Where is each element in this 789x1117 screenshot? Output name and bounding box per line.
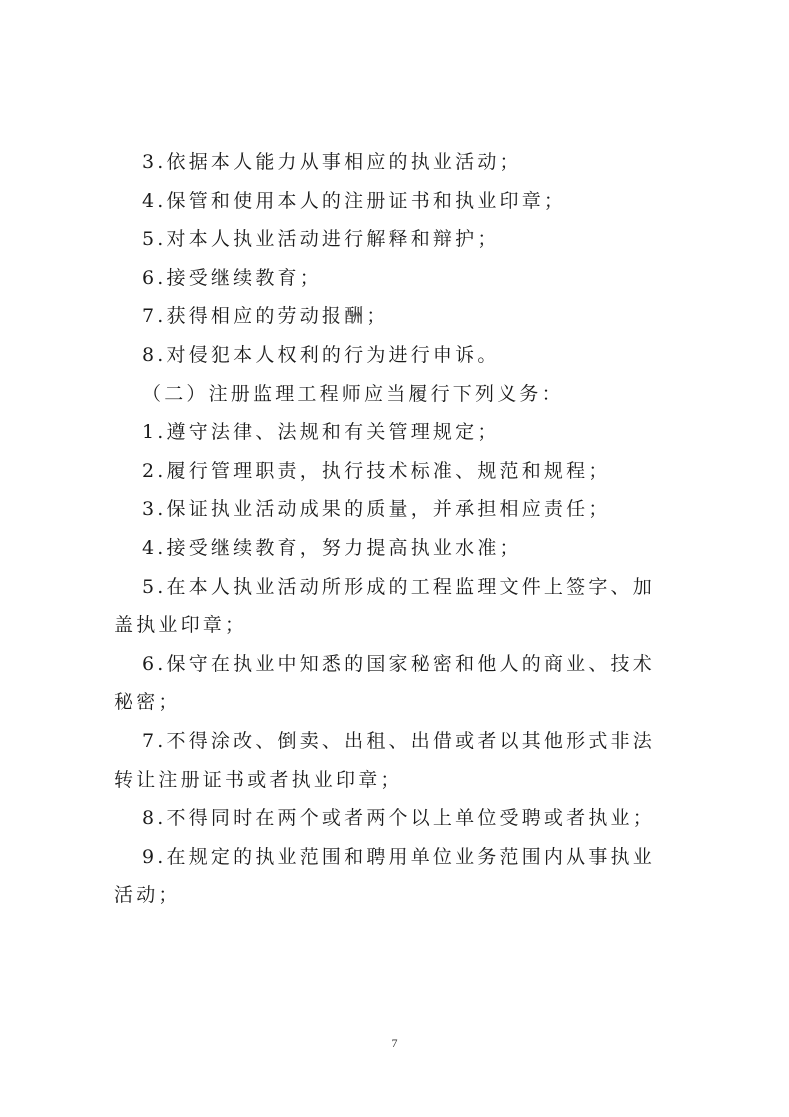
- paragraph-duty-9: [114, 838, 655, 915]
- paragraph-duty-7-line-1: 7.不得涂改、倒卖、出租、出借或者以其他形式非法: [142, 729, 655, 752]
- page-number: 7: [391, 1036, 398, 1050]
- paragraph-duty-6-line-2: 秘密；: [114, 691, 181, 714]
- paragraph-right-8: 8.对侵犯本人权利的行为进行申诉。: [142, 343, 500, 366]
- paragraph-duty-6-line-1: 6.保守在执业中知悉的国家秘密和他人的商业、技术: [142, 652, 655, 675]
- paragraph-duty-2: 2.履行管理职责，执行技术标准、规范和规程；: [142, 459, 611, 482]
- paragraph-duty-5-line-2: 盖执业印章；: [114, 614, 248, 637]
- paragraph-duty-9-line-1: 9.在规定的执业范围和聘用单位业务范围内从事执业: [142, 845, 655, 868]
- paragraph-duty-4: 4.接受继续教育，努力提高执业水准；: [142, 536, 522, 559]
- paragraph-duty-8: 8.不得同时在两个或者两个以上单位受聘或者执业；: [142, 807, 655, 830]
- paragraph-right-4: 4.保管和使用本人的注册证书和执业印章；: [142, 189, 567, 212]
- paragraph-right-7: 7.获得相应的劳动报酬；: [142, 305, 389, 328]
- document-body: [114, 143, 655, 915]
- paragraph-duty-3: 3.保证执业活动成果的质量，并承担相应责任；: [142, 498, 611, 521]
- paragraph-duty-7-line-2: 转让注册证书或者执业印章；: [114, 768, 403, 791]
- paragraph-duty-5: [114, 568, 655, 645]
- paragraph-duty-9-line-2: 活动；: [114, 884, 181, 907]
- paragraph-duty-7: [114, 722, 655, 799]
- paragraph-duty-5-line-1: 5.在本人执业活动所形成的工程监理文件上签字、加: [142, 575, 655, 598]
- paragraph-right-6: 6.接受继续教育；: [142, 266, 322, 289]
- paragraph-right-3: 3.依据本人能力从事相应的执业活动；: [142, 151, 522, 173]
- paragraph-right-5: 5.对本人执业活动进行解释和辩护；: [142, 228, 500, 251]
- paragraph-duty-6: [114, 645, 655, 722]
- section-heading-obligations: （二）注册监理工程师应当履行下列义务：: [142, 382, 564, 405]
- paragraph-duty-1: 1.遵守法律、法规和有关管理规定；: [142, 421, 500, 444]
